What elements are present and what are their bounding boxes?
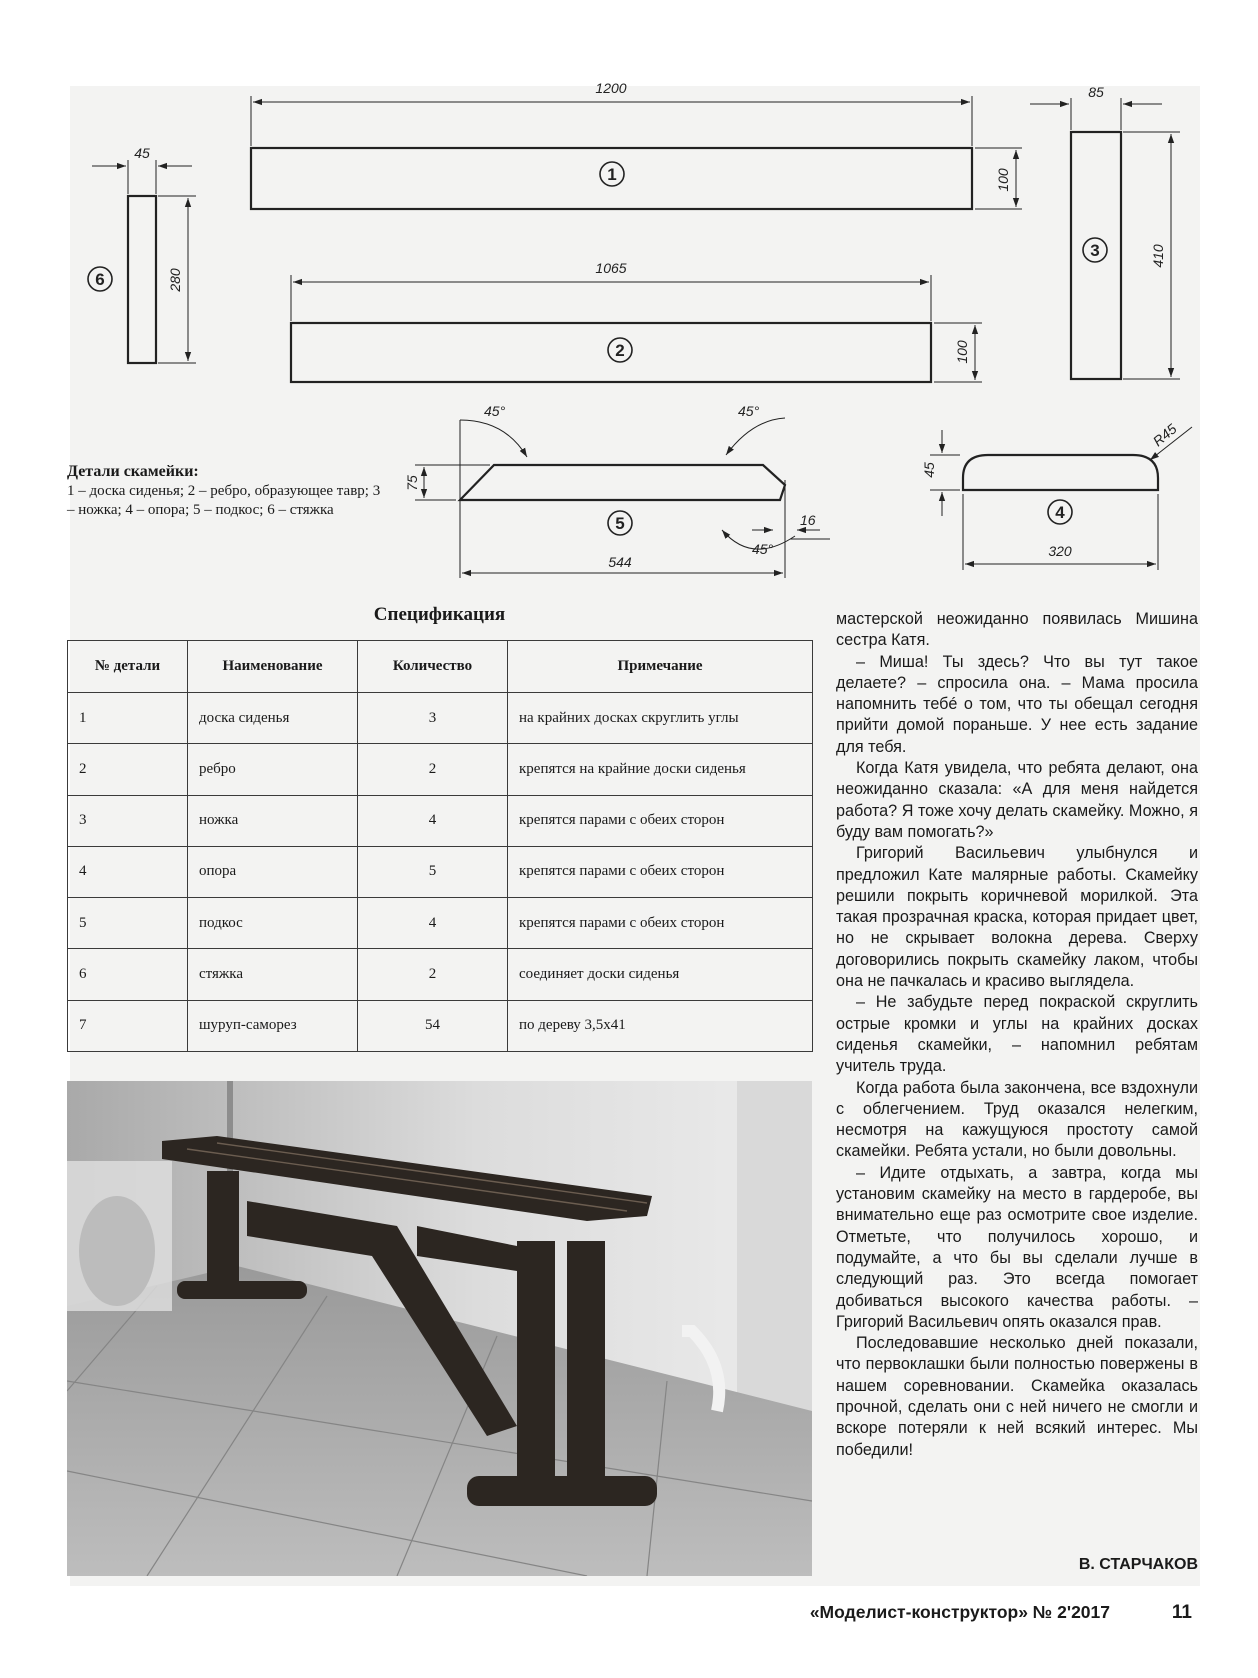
table-row <box>68 1000 813 1051</box>
spec-title: Спецификация <box>373 604 506 625</box>
part-5-outline <box>460 465 785 500</box>
table-row <box>68 846 813 897</box>
part-6-number: 6 <box>95 270 105 289</box>
spec-header-row <box>68 641 813 693</box>
part-6-width-label: 45 <box>134 145 150 161</box>
table-row <box>68 795 813 846</box>
spec-header-qty: Количество <box>358 641 508 693</box>
part-4-radius-label: R45 <box>1149 420 1180 450</box>
row-qty: 4 <box>358 795 508 846</box>
spec-header-note: Примечание <box>508 641 813 693</box>
article-paragraph: Когда работа была закончена, все вздохнули с облегчением. Труд оказался нелегким, несмотря на кажущуюся простоту самой скамейки. Ребята устали, но были довольны. <box>836 1078 1198 1161</box>
part-3-number: 3 <box>1090 241 1100 260</box>
part-5-offset-label: 16 <box>800 512 816 528</box>
row-qty: 4 <box>358 898 508 949</box>
row-name: подкос <box>188 898 358 949</box>
page-footer <box>70 1602 1200 1628</box>
row-name: ножка <box>188 795 358 846</box>
bench-photo-illustration <box>67 1081 812 1576</box>
part-5-number: 5 <box>615 514 625 533</box>
row-number: 4 <box>68 846 188 897</box>
part-1-length-label: 1200 <box>595 80 627 96</box>
part-2-outline <box>291 323 931 382</box>
row-note: крепятся на крайние доски сиденья <box>508 744 813 795</box>
caption-title: Детали скамейки: <box>67 463 199 480</box>
part-5-angle-right-label: 45° <box>738 403 760 419</box>
row-name: ребро <box>188 744 358 795</box>
part-3-width-label: 85 <box>1088 84 1104 100</box>
article-paragraph: Когда Катя увидела, что ребята делают, она неожиданно сказала: «А для меня найдется работа? Я тоже хочу делать скамейку. Можно, я буду вам помогать?» <box>836 759 1198 841</box>
article-paragraph: Григорий Васильевич улыбнулся и предложил Кате малярные работы. Скамейку решили покрыть коричневой морилкой. Эта такая прозрачная краска, которая придает цвет, но не скрывает волокна дерева. Сверху договорились покрыть скамейку лаком, чтобы она не пачкалась и красиво выглядела. <box>836 844 1198 991</box>
article-text <box>836 609 1198 1461</box>
spec-table <box>67 640 813 1052</box>
table-row <box>68 898 813 949</box>
page-number: 11 <box>1171 1602 1192 1623</box>
row-note: на крайних досках скруглить углы <box>508 693 813 744</box>
row-name: стяжка <box>188 949 358 1000</box>
row-name: опора <box>188 846 358 897</box>
part-6-height-label: 280 <box>167 268 183 292</box>
part-1-height-label: 100 <box>995 168 1011 192</box>
article-paragraph: мастерской неожиданно появилась Мишина сестра Катя. <box>836 610 1198 650</box>
table-row <box>68 744 813 795</box>
part-4-length-label: 320 <box>1048 543 1072 559</box>
part-4-outline <box>963 455 1158 490</box>
row-qty: 5 <box>358 846 508 897</box>
part-2-height-label: 100 <box>954 340 970 364</box>
article-paragraph: – Миша! Ты здесь? Что вы тут такое делаете? – спросила она. – Мама просила напомнить тебé о том, что ты обещал сегодня прийти домой пораньше. У нее есть задание для тебя. <box>836 652 1198 756</box>
row-note: крепятся парами с обеих сторон <box>508 795 813 846</box>
row-qty: 3 <box>358 693 508 744</box>
part-5-angle-left-label: 45° <box>484 403 506 419</box>
part-4-height-label: 45 <box>921 462 937 478</box>
table-row <box>68 693 813 744</box>
magazine-name: «Моделист-конструктор» № 2'2017 <box>809 1602 1110 1622</box>
article-paragraph: Последовавшие несколько дней показали, что первоклашки были полностью повержены в нашем соревновании. Скамейка оказалась прочной, сделать они с ней ничего не смогли и вскоре потеряли к ней всякий интерес. Мы победили! <box>836 1334 1198 1459</box>
table-row <box>68 949 813 1000</box>
part-6-outline <box>128 196 156 363</box>
article-author: В. СТАРЧАКОВ <box>1078 1556 1198 1573</box>
article-paragraph: – Идите отдыхать, а завтра, когда мы установим скамейку на место в гардеробе, вы внимательно еще раз осмотрите свое изделие. Отметьте, что получилось хорошо, и подумайте, а что бы вы сделали лучше в следующий раз. Это всегда помогает добиваться высокого качества работы. – Григорий Васильевич опять оказался прав. <box>836 1163 1198 1331</box>
part-5-height-label: 75 <box>404 475 420 491</box>
drawing-caption <box>67 462 387 521</box>
row-note: крепятся парами с обеих сторон <box>508 898 813 949</box>
row-qty: 54 <box>358 1000 508 1051</box>
bench-photo <box>67 1081 812 1576</box>
row-number: 7 <box>68 1000 188 1051</box>
part-5-length-label: 544 <box>608 554 632 570</box>
article-paragraph: – Не забудьте перед покраской скруглить острые кромки и углы на крайних досках сиденья скамейки, – напомнил ребятам учитель труда. <box>836 993 1198 1076</box>
part-2-number: 2 <box>615 341 625 360</box>
row-number: 3 <box>68 795 188 846</box>
part-5-angle-bottom-label: 45° <box>752 541 774 557</box>
row-qty: 2 <box>358 744 508 795</box>
row-name: доска сиденья <box>188 693 358 744</box>
part-1-number: 1 <box>607 165 617 184</box>
row-number: 6 <box>68 949 188 1000</box>
part-2-length-label: 1065 <box>595 260 627 276</box>
row-note: крепятся парами с обеих сторон <box>508 846 813 897</box>
spec-header-name: Наименование <box>188 641 358 693</box>
row-note: соединяет доски сиденья <box>508 949 813 1000</box>
part-3-height-label: 410 <box>1150 244 1166 268</box>
row-number: 5 <box>68 898 188 949</box>
spec-header-number: № детали <box>68 641 188 693</box>
row-note: по дереву 3,5х41 <box>508 1000 813 1051</box>
caption-text: 1 – доска сиденья; 2 – ребро, образующее тавр; 3 – ножка; 4 – опора; 5 – подкос; 6 – стяжка <box>67 482 381 518</box>
row-name: шуруп-саморез <box>188 1000 358 1051</box>
row-number: 1 <box>68 693 188 744</box>
part-4-number: 4 <box>1055 503 1065 522</box>
row-number: 2 <box>68 744 188 795</box>
row-qty: 2 <box>358 949 508 1000</box>
